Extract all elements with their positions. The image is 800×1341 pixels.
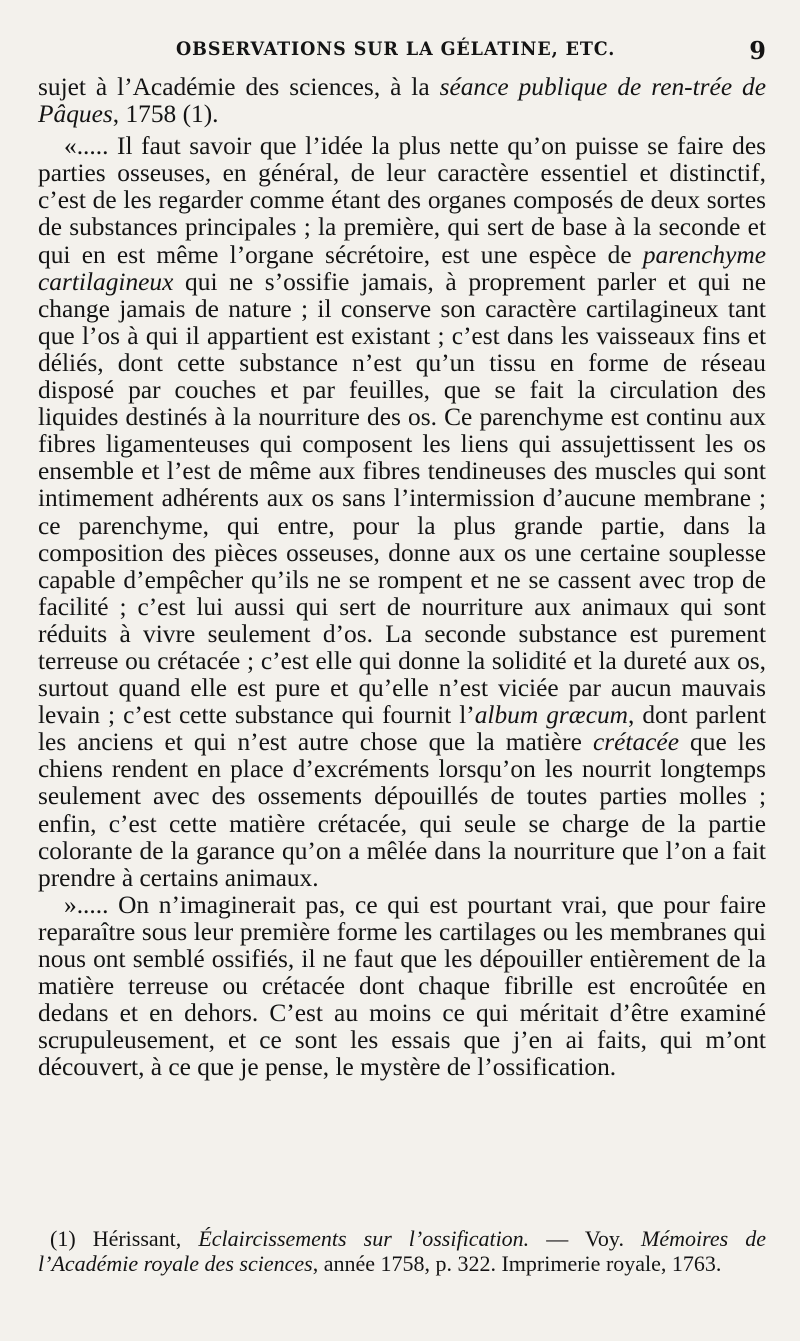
paragraph-continuation bbox=[38, 74, 766, 128]
page-number: 9 bbox=[749, 36, 766, 65]
footnote-text bbox=[38, 1226, 766, 1276]
italic-phrase: album græcum bbox=[474, 701, 629, 730]
running-header bbox=[38, 36, 770, 66]
quoted-paragraph bbox=[38, 133, 766, 892]
paragraph-text: , dont parlent les anciens et qui n’est autre chose que la matière bbox=[38, 701, 766, 757]
body-text bbox=[38, 74, 766, 1081]
footnote-text-part: , année 1758, p. 322. Imprimerie royale, 1763. bbox=[312, 1251, 722, 1276]
running-title: OBSERVATIONS SUR LA GÉLATINE, ETC. bbox=[176, 38, 616, 60]
italic-phrase: Mémoires de l’Académie royale des sciences bbox=[38, 1226, 766, 1276]
footnote bbox=[38, 1226, 766, 1276]
italic-phrase: parenchyme cartilagineux bbox=[38, 240, 766, 296]
paragraph-text: »..... On n’imaginerait pas, ce qui est pourtant vrai, que pour faire reparaître sous leur première forme les cartilages ou les membranes qui nous ont semblé ossifiés, il ne faut que les dépouiller entièrement de la matière terreuse ou crétacée dont chaque fibrille est encroûtée en dedans et en dehors. C’est au moins ce qui méritait d’être examiné scrupuleusement, et ce sont les essais que j’en ai faits, qui m’ont découvert, à ce que je pense, le mystère de l’ossification. bbox=[38, 890, 766, 1082]
paragraph-text: sujet à l’Académie des sciences, à la bbox=[38, 73, 440, 101]
paragraph-text: , 1758 (1). bbox=[112, 100, 219, 129]
footnote-text-part: — Voy. bbox=[529, 1226, 642, 1251]
italic-phrase: Éclaircissements sur l’ossification. bbox=[198, 1226, 530, 1251]
paragraph-text: «..... Il faut savoir que l’idée la plus nette qu’on puisse se faire des parties osseuses, en général, de leur caractère essentiel et distinctif, c’est de les regarder comme étant des organes composés de deux sortes de substances principales ; la première, qui sert de base à la seconde et qui en est même l’organe sécrétoire, est une espèce de bbox=[38, 132, 766, 269]
italic-phrase: crétacée bbox=[592, 728, 679, 757]
paragraph-text: que les chiens rendent en place d’excréments lorsqu’on les nourrit longtemps seulement avec des ossements dépouillés de toutes parties molles ; enfin, c’est cette matière crétacée, qui seule se charge de la partie colorante de la garance qu’on a mêlée dans la nourriture que l’on a fait prendre à certains animaux. bbox=[38, 728, 767, 892]
quoted-paragraph bbox=[38, 892, 766, 1082]
paragraph-text: qui ne s’ossifie jamais, à proprement parler et qui ne change jamais de nature ; il conserve son caractère cartilagineux tant que l’os à qui il appartient est existant ; c’est dans les vaisseaux fins et déliés, dont cette substance n’est qu’un tissu en forme de réseau disposé par couches et par feuilles, que se fait la circulation des liquides destinés à la nourriture des os. Ce parenchyme est continu aux fibres ligamenteuses qui composent les liens qui assujettissent les os ensemble et l’est de même aux fibres tendineuses des muscles qui sont intimement adhérents aux os sans l’intermission d’aucune membrane ; ce parenchyme, qui entre, pour la plus grande partie, dans la composition des pièces osseuses, donne aux os une certaine souplesse capable d’empêcher qu’ils ne se rompent et ne se cassent avec trop de facilité ; c’est lui aussi qui sert de nourriture aux animaux qui sont réduits à vivre seulement d’os. La seconde substance est purement terreuse ou crétacée ; c’est elle qui donne la solidité et la dureté aux os, surtout quand elle est pure et qu’elle n’est viciée par aucun mauvais levain ; c’est cette substance qui fournit l’ bbox=[38, 267, 766, 730]
italic-phrase: séance publique de ren-trée de Pâques bbox=[38, 73, 766, 129]
footnote-marker-text: (1) Hérissant, bbox=[50, 1226, 199, 1251]
